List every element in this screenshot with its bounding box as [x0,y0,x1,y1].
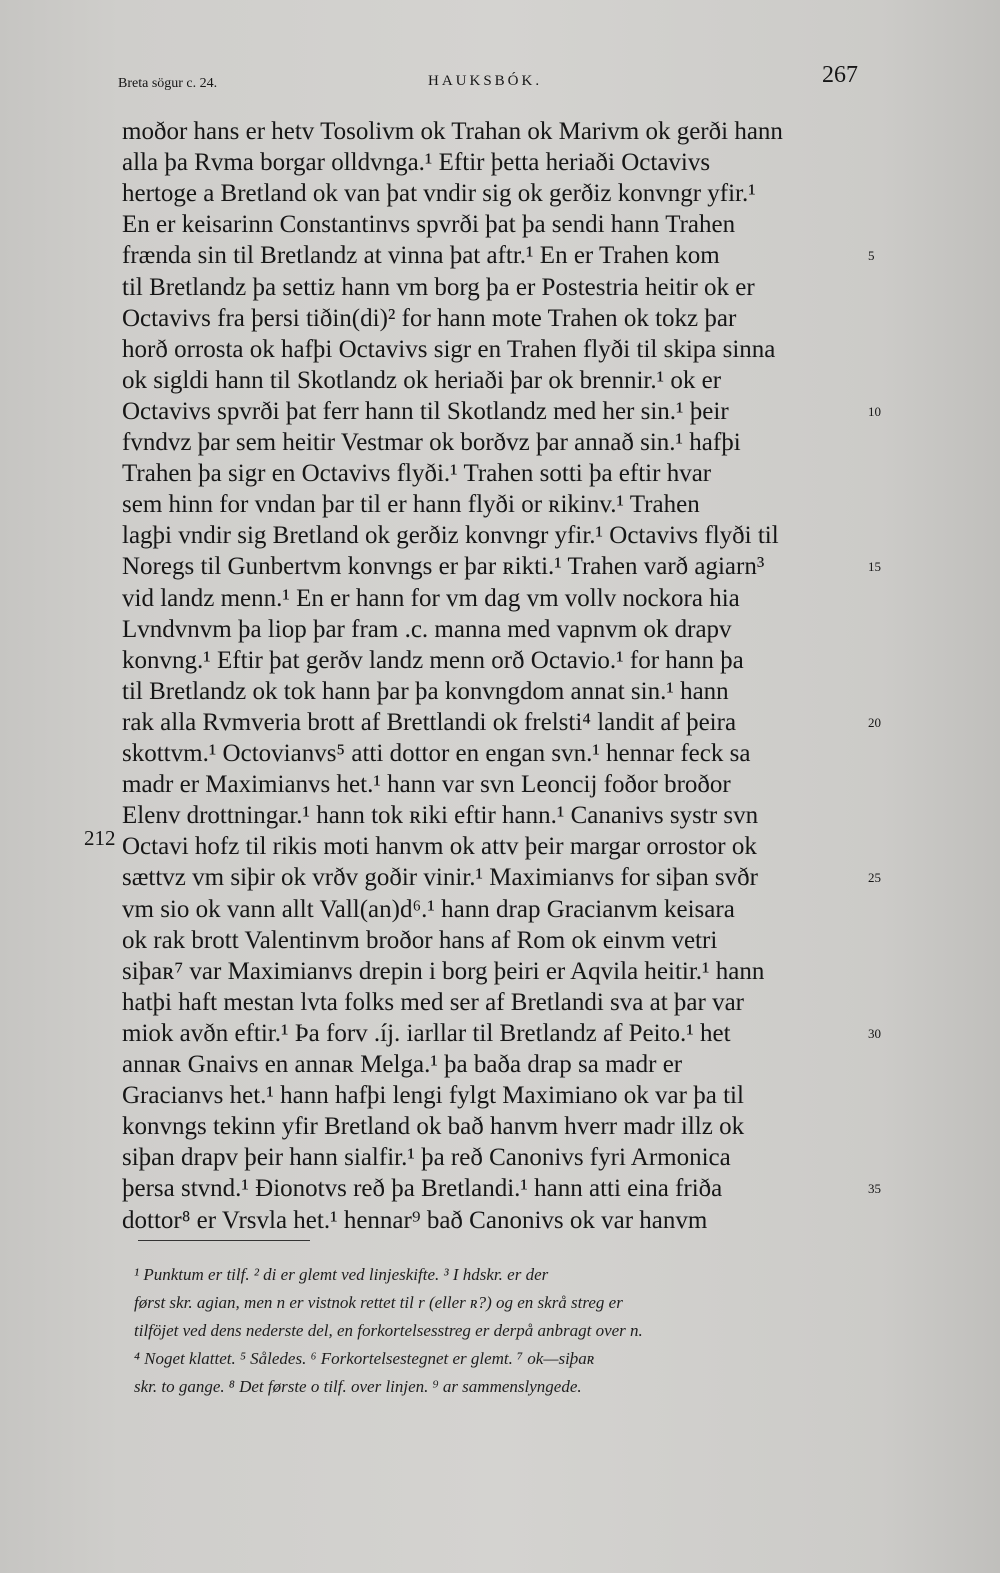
text-line: horð orrosta ok hafþi Octavivs sigr en Trahen flyði til skipa sinna [122,335,776,363]
text-line: þersa stvnd.¹ Ðionotvs reð þa Bretlandi.¹ hann atti eina friða [122,1175,723,1203]
book-title: HAUKSBÓK. [428,73,543,89]
line-number: 5 [868,248,875,264]
text-line: til Bretlandz ok tok hann þar þa konvngdom annat sin.¹ hann [122,677,729,705]
text-line: madr er Maximianvs het.¹ hann var svn Leoncij foðor broðor [122,771,731,799]
running-head [118,62,858,96]
text-line: sem hinn for vndan þar til er hann flyði or ʀikinv.¹ Trahen [122,491,700,519]
text-line: siþan drapv þeir hann sialfir.¹ þa reð Canonivs fyri Armonica [122,1144,731,1172]
line-number: 15 [868,559,881,575]
text-line: rak alla Rvmveria brott af Brettlandi ok frelsti⁴ landit af þeira [122,708,737,736]
text-line: siþaʀ⁷ var Maximianvs drepin i borg þeiri er Aqvila heitir.¹ hann [122,957,765,985]
text-line: dottor⁸ er Vrsvla het.¹ hennar⁹ bað Canonivs ok var hanvm [122,1206,708,1234]
text-line: sættvz vm siþir ok vrðv goðir vinir.¹ Maximianvs for siþan svðr [122,864,758,892]
text-line: ok sigldi hann til Skotlandz ok heriaði þar ok brennir.¹ ok er [122,366,722,394]
text-line: lagþi vndir sig Bretland ok gerðiz konvngr yfir.¹ Octavivs flyði til [122,522,779,550]
text-line: hatþi haft mestan lvta folks med ser af Bretlandi sva at þar var [122,988,745,1016]
text-line: annaʀ Gnaivs en annaʀ Melga.¹ þa baða drap sa madr er [122,1051,683,1078]
text-line: Elenv drottningar.¹ hann tok ʀiki eftir hann.¹ Cananivs systr svn [122,802,759,830]
text-line: skottvm.¹ Octovianvs⁵ atti dottor en engan svn.¹ hennar feck sa [122,740,751,767]
text-line: Lvndvnvm þa liop þar fram .c. manna med vapnvm ok drapv [122,615,732,643]
line-number: 35 [868,1181,881,1197]
footnote-line: først skr. agian, men n er vistnok rettet til r (eller ʀ?) og en skrå streg er [134,1293,623,1312]
text-line: Octavivs spvrði þat ferr hann til Skotlandz med her sin.¹ þeir [122,397,729,425]
text-line: Noregs til Gunbertvm konvngs er þar ʀikti.¹ Trahen varð agiarn³ [122,553,765,581]
line-number: 20 [868,714,881,730]
section-reference: Breta sögur c. 24. [118,76,218,91]
text-line: Gracianvs het.¹ hann hafþi lengi fylgt Maximiano ok var þa til [122,1082,744,1110]
line-number: 25 [868,870,881,886]
text-line: miok avðn eftir.¹ Þa forv .íj. iarllar til Bretlandz af Peito.¹ het [122,1019,731,1047]
text-line: fvndvz þar sem heitir Vestmar ok borðvz þar annað sin.¹ hafþi [122,429,741,456]
margin-page-reference: 212 [84,826,116,850]
footnote-line: tilföjet ved dens nederste del, en forkortelsesstreg er derpå anbragt over n. [134,1321,643,1340]
text-line: vid landz menn.¹ En er hann for vm dag vm vollv nockora hia [122,584,740,612]
text-line: vm sio ok vann allt Vall(an)d⁶.¹ hann drap Gracianvm keisara [122,895,735,923]
page-number: 267 [822,62,858,88]
text-line: Octavivs fra þersi tiðin(di)² for hann mote Trahen ok tokz þar [122,304,737,332]
footnote-line: ⁴ Noget klattet. ⁵ Således. ⁶ Forkortelsestegnet er glemt. ⁷ ok—siþaʀ [134,1349,595,1368]
text-line: til Bretlandz þa settiz hann vm borg þa er Postestria heitir ok er [122,273,755,301]
text-line: hertoge a Bretland ok van þat vndir sig ok gerðiz konvngr yfir.¹ [122,180,756,208]
text-line: frænda sin til Bretlandz at vinna þat aftr.¹ En er Trahen kom [122,242,720,270]
line-number: 10 [868,403,881,419]
text-line: Octavi hofz til rikis moti hanvm ok attv þeir margar orrostor ok [122,833,757,861]
text-line: moðor hans er hetv Tosolivm ok Trahan ok Marivm ok gerði hann [122,118,783,145]
text-line: Trahen þa sigr en Octavivs flyði.¹ Trahen sotti þa eftir hvar [122,460,712,488]
footnote-line: ¹ Punktum er tilf. ² di er glemt ved linjeskifte. ³ I hdskr. er der [134,1265,549,1284]
line-number: 30 [868,1025,881,1041]
text-line: ok rak brott Valentinvm broðor hans af Rom ok einvm vetri [122,926,718,954]
text-line: konvngs tekinn yfir Bretland ok bað hanvm hverr madr illz ok [122,1113,745,1141]
text-line: En er keisarinn Constantinvs spvrði þat þa sendi hann Trahen [122,211,736,239]
text-line: alla þa Rvma borgar olldvnga.¹ Eftir þetta heriaði Octavivs [122,149,711,177]
footnote-line: skr. to gange. ⁸ Det første o tilf. over linjen. ⁹ ar sammenslyngede. [134,1377,582,1396]
text-line: konvng.¹ Eftir þat gerðv landz menn orð Octavio.¹ for hann þa [122,646,744,674]
footnote-rule [138,1240,310,1241]
